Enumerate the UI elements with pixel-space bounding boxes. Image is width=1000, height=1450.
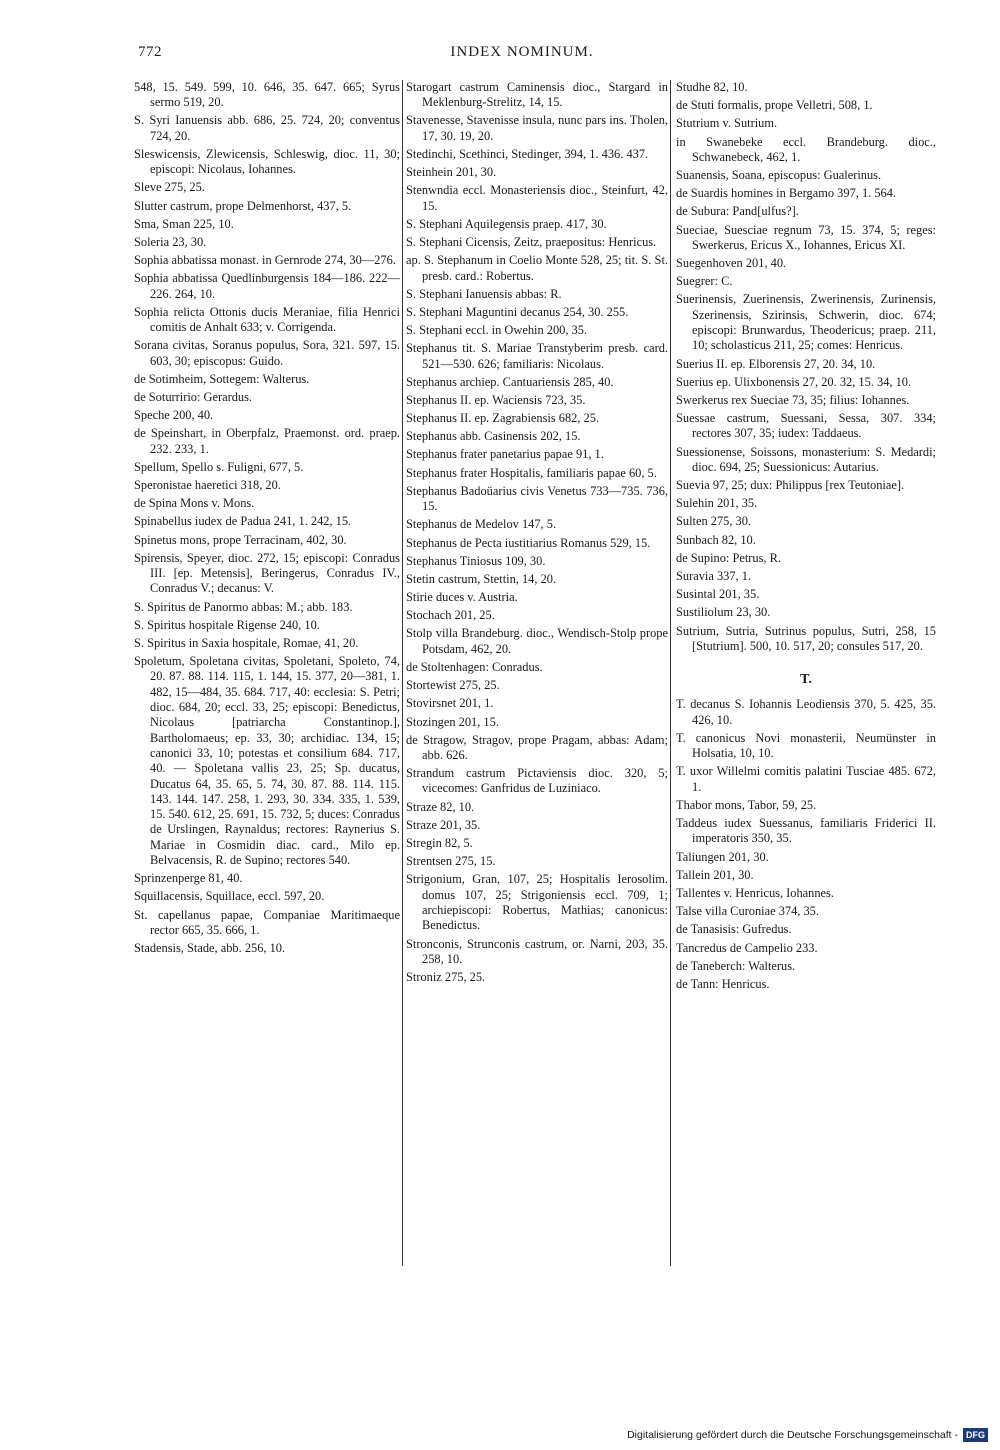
index-entry: Stovirsnet 201, 1. (406, 696, 494, 711)
index-entry: T. uxor Willelmi comitis palatini Tusciae 485. 672, 1. (676, 764, 936, 794)
index-entry: Suerinensis, Zuerinensis, Zwerinensis, Zurinensis, Szerinensis, Szirinsis, Schwerin, dioc. 674; episcopi: Brunwardus, Theodericus; praep. 211, 10; scholasticus 211, 25; comes: Henricus. (676, 292, 936, 353)
index-entry: Spoletum, Spoletana civitas, Spoletani, Spoleto, 74, 20. 87. 88. 114. 115, 1. 144, 15. 377, 20—381, 1. 482, 15—484, 35. 684. 717, 40: ecclesia: S. Petri; dioc. 684, 20; eccl. 33, 25; episcopi: Benedictus, Nicolaus [patriarcha Constantinop.], Bartholomaeus; ep. 33, 30; archidiac. 134, 15; canonici 33, 10; potestas et consilium 684. 717, 40. — Spoletana vallis 23, 25; Sp. ducatus, Ducatus 64, 35. 65, 5. 74, 30. 87. 88. 114. 115. 143. 144. 147. 258, 1. 293, 30. 334. 335, 1. 539, 15. 540. 612, 25. 691, 15. 732, 5; duces: Conradus de Urslingen, Raynaldus; rectores: Raynerius S. Mariae in Cosmidin diac. card., Milo ep. Belvacensis, R. de Supino; rectores 540. (134, 654, 400, 868)
index-entry: Sustiliolum 23, 30. (676, 605, 771, 620)
index-entry: St. capellanus papae, Companiae Maritimaeque rector 665, 35. 666, 1. (134, 907, 400, 937)
index-entry: ap. S. Stephanum in Coelio Monte 528, 25; tit. S. St. presb. card.: Robertus. (406, 253, 668, 283)
index-entry: Sulten 275, 30. (676, 514, 752, 529)
column-3-entries (676, 80, 936, 654)
index-entry: Suanensis, Soana, episcopus: Gualerinus. (676, 168, 882, 183)
index-entry: Suegenhoven 201, 40. (676, 256, 787, 271)
index-entry: de Sotimheim, Sottegem: Walterus. (134, 371, 310, 386)
index-entry: Studhe 82, 10. (676, 80, 748, 94)
index-entry: Spinetus mons, prope Terracinam, 402, 30. (134, 532, 347, 547)
index-entry: Stirie duces v. Austria. (406, 590, 518, 605)
page-header (138, 44, 906, 66)
index-entry: Stephanus abb. Casinensis 202, 15. (406, 429, 581, 444)
index-entry: S. Spiritus hospitale Rigense 240, 10. (134, 617, 320, 632)
index-entry: Taddeus iudex Suessanus, familiaris Friderici II. imperatoris 350, 35. (676, 816, 936, 846)
index-entry: Suessae castrum, Suessani, Sessa, 307. 334; rectores 307, 35; iudex: Taddaeus. (676, 411, 936, 441)
index-entry: Swerkerus rex Sueciae 73, 35; filius: Iohannes. (676, 392, 910, 407)
index-entry: Stavenesse, Stavenisse insula, nunc pars ins. Tholen, 17, 30. 19, 20. (406, 113, 668, 143)
index-entry: Spinabellus iudex de Padua 241, 1. 242, 15. (134, 514, 352, 529)
index-entry: Speche 200, 40. (134, 408, 214, 423)
index-entry: Stephanus frater Hospitalis, familiaris papae 60, 5. (406, 465, 657, 480)
running-title: INDEX NOMINUM. (450, 44, 594, 60)
index-entry: de Taneberch: Walterus. (676, 958, 796, 973)
index-entry: de Tann: Henricus. (676, 976, 770, 991)
index-entry: Stenwndia eccl. Monasteriensis dioc., Steinfurt, 42, 15. (406, 183, 668, 213)
dfg-logo-icon: DFG (963, 1428, 988, 1442)
index-entry: Straze 82, 10. (406, 799, 475, 814)
index-entry: S. Stephani Aquilegensis praep. 417, 30. (406, 216, 607, 231)
index-entry: de Stoltenhagen: Conradus. (406, 659, 543, 674)
index-entry: Suessionense, Soissons, monasterium: S. Medardi; dioc. 694, 25; Suessionicus: Autarius. (676, 444, 936, 474)
page-number: 772 (138, 44, 162, 60)
section-t-entries (676, 697, 936, 992)
index-entry: S. Stephani Cicensis, Zeitz, praepositus: Henricus. (406, 235, 657, 250)
index-entry: Sophia relicta Ottonis ducis Meraniae, filia Henrici comitis de Anhalt 633; v. Corrigenda. (134, 304, 400, 335)
index-entry: Stadensis, Stade, abb. 256, 10. (134, 941, 286, 956)
index-entry: Stephanus tit. S. Mariae Transtyberim presb. card. 521—530. 626; familiaris: Nicolaus. (406, 341, 668, 371)
index-entry: Stochach 201, 25. (406, 608, 495, 623)
index-entry: Strentsen 275, 15. (406, 854, 496, 869)
index-entry: Stephanus Badoüarius civis Venetus 733—735. 736, 15. (406, 483, 668, 514)
index-entry: Suegrer: C. (676, 274, 733, 289)
index-entry: Sulehin 201, 35. (676, 496, 758, 511)
index-entry: Thabor mons, Tabor, 59, 25. (676, 797, 817, 812)
index-entry: de Subura: Pand[ulfus?]. (676, 204, 799, 219)
index-entry: Stutrium v. Sutrium. (676, 116, 778, 131)
index-entry: Stronconis, Strunconis castrum, or. Narni, 203, 35. 258, 10. (406, 936, 668, 966)
index-entry: S. Spiritus in Saxia hospitale, Romae, 41, 20. (134, 635, 359, 650)
index-entry: Spirensis, Speyer, dioc. 272, 15; episcopi: Conradus III. [ep. Metensis], Beringerus, Conradus IV., Conradus V.; decanus: V. (134, 550, 400, 596)
index-entry: Sutrium, Sutria, Sutrinus populus, Sutri, 258, 15 [Stutrium]. 500, 10. 517, 20; consules 517, 20. (676, 623, 936, 653)
index-column-2 (406, 80, 668, 988)
index-entry: Stephanus de Pecta iustitiarius Romanus 529, 15. (406, 535, 651, 550)
index-entry: S. Spiritus de Panormo abbas: M.; abb. 183. (134, 599, 353, 614)
column-divider (670, 80, 671, 1266)
index-entry: Stedinchi, Scethinci, Stedinger, 394, 1. 436. 437. (406, 146, 649, 161)
index-entry: Stephanus de Medelov 147, 5. (406, 517, 557, 532)
index-entry: Tancredus de Campelio 233. (676, 940, 818, 955)
index-entry: Stephanus frater panetarius papae 91, 1. (406, 447, 604, 462)
index-entry: in Swanebeke eccl. Brandeburg. dioc., Schwanebeck, 462, 1. (676, 134, 936, 164)
index-entry: Sma, Sman 225, 10. (134, 216, 234, 231)
index-entry: Stephanus II. ep. Zagrabiensis 682, 25. (406, 411, 600, 426)
index-entry: Stolp villa Brandeburg. dioc., Wendisch-Stolp prope Potsdam, 462, 20. (406, 626, 668, 656)
index-entry: Stozingen 201, 15. (406, 714, 499, 729)
footer-credit: Digitalisierung gefördert durch die Deutsche Forschungsgemeinschaft - (627, 1429, 958, 1441)
index-entry: S. Stephani eccl. in Owehin 200, 35. (406, 323, 588, 338)
index-entry: Sophia abbatissa Quedlinburgensis 184—186. 222—226. 264, 10. (134, 271, 400, 301)
index-entry: de Stragow, Stragov, prope Pragam, abbas: Adam; abb. 626. (406, 732, 668, 762)
index-entry: Stephanus Tiniosus 109, 30. (406, 553, 546, 568)
index-entry: Sorana civitas, Soranus populus, Sora, 321. 597, 15. 603, 30; episcopus: Guido. (134, 338, 400, 368)
index-entry: de Soturririo: Gerardus. (134, 390, 253, 405)
index-entry: Stortewist 275, 25. (406, 678, 500, 693)
index-entry: de Speinshart, in Oberpfalz, Praemonst. ord. praep. 232. 233, 1. (134, 426, 400, 456)
index-entry: de Suardis homines in Bergamo 397, 1. 564. (676, 186, 897, 201)
index-entry: Stephanus archiep. Cantuariensis 285, 40. (406, 374, 614, 389)
index-entry: Straze 201, 35. (406, 817, 481, 832)
index-entry: Taliungen 201, 30. (676, 849, 769, 864)
index-entry: Sueciae, Suesciae regnum 73, 15. 374, 5; reges: Swerkerus, Ericus X., Iohannes, Ericus XI. (676, 222, 936, 252)
column-divider (402, 80, 403, 1266)
index-entry: Strandum castrum Pictaviensis dioc. 320, 5; vicecomes: Ganfridus de Luziniaco. (406, 766, 668, 796)
index-entry: Stroniz 275, 25. (406, 969, 486, 984)
index-entry: S. Syri Ianuensis abb. 686, 25. 724, 20; conventus 724, 20. (134, 113, 400, 143)
index-entry: Suevia 97, 25; dux: Philippus [rex Teutoniae]. (676, 478, 905, 493)
index-entry: de Spina Mons v. Mons. (134, 496, 255, 511)
index-entry: Sprinzenperge 81, 40. (134, 871, 243, 886)
index-entry: S. Stephani Maguntini decanus 254, 30. 255. (406, 304, 629, 319)
index-entry: Slutter castrum, prope Delmenhorst, 437, 5. (134, 198, 352, 213)
index-entry: Steinhein 201, 30. (406, 165, 497, 180)
index-entry: Sleswicensis, Zlewicensis, Schleswig, dioc. 11, 30; episcopi: Nicolaus, Iohannes. (134, 146, 400, 177)
index-entry: Squillacensis, Squillace, eccl. 597, 20. (134, 889, 325, 904)
index-entry: Stephanus II. ep. Waciensis 723, 35. (406, 392, 586, 407)
index-entry: S. Stephani Ianuensis abbas: R. (406, 286, 562, 301)
index-entry: Talse villa Curoniae 374, 35. (676, 904, 819, 919)
index-entry: Sophia abbatissa monast. in Gernrode 274, 30—276. (134, 253, 396, 268)
index-column-3 (676, 80, 936, 995)
section-heading-t: T. (800, 672, 812, 688)
index-entry: Sleve 275, 25. (134, 180, 205, 195)
index-entry: Susintal 201, 35. (676, 587, 760, 602)
index-entry: Stregin 82, 5. (406, 836, 473, 851)
index-entry: Strigonium, Gran, 107, 25; Hospitalis Ierosolim. domus 107, 25; Strigoniensis eccl. 709, 1; archiepiscopi: Robertus, Mathias; canonicus: Benedictus. (406, 872, 668, 933)
index-entry: Stetin castrum, Stettin, 14, 20. (406, 571, 557, 586)
index-entry: Sunbach 82, 10. (676, 532, 756, 547)
index-entry: de Tanasisis: Gufredus. (676, 922, 792, 937)
index-entry: T. decanus S. Iohannis Leodiensis 370, 5. 425, 35. 426, 10. (676, 697, 936, 727)
index-entry: Starogart castrum Caminensis dioc., Stargard in Meklenburg-Strelitz, 14, 15. (406, 80, 668, 110)
index-entry: Tallentes v. Henricus, Iohannes. (676, 885, 834, 900)
index-entry: 548, 15. 549. 599, 10. 646, 35. 647. 665; Syrus sermo 519, 20. (134, 80, 400, 110)
index-entry: Soleria 23, 30. (134, 235, 207, 250)
index-entry: T. canonicus Novi monasterii, Neumünster in Holsatia, 10, 10. (676, 730, 936, 761)
index-entry: Suravia 337, 1. (676, 569, 752, 584)
index-entry: Spellum, Spello s. Fuligni, 677, 5. (134, 459, 304, 474)
index-entry: Suerius ep. Ulixbonensis 27, 20. 32, 15. 34, 10. (676, 374, 912, 389)
index-entry: de Supino: Petrus, R. (676, 550, 781, 565)
index-entry: Tallein 201, 30. (676, 867, 754, 882)
index-column-1 (134, 80, 400, 959)
digitization-footer (627, 1428, 988, 1442)
index-entry: de Stuti formalis, prope Velletri, 508, 1. (676, 98, 873, 113)
index-entry: Suerius II. ep. Elborensis 27, 20. 34, 10. (676, 356, 876, 371)
index-entry: Speronistae haeretici 318, 20. (134, 478, 281, 493)
